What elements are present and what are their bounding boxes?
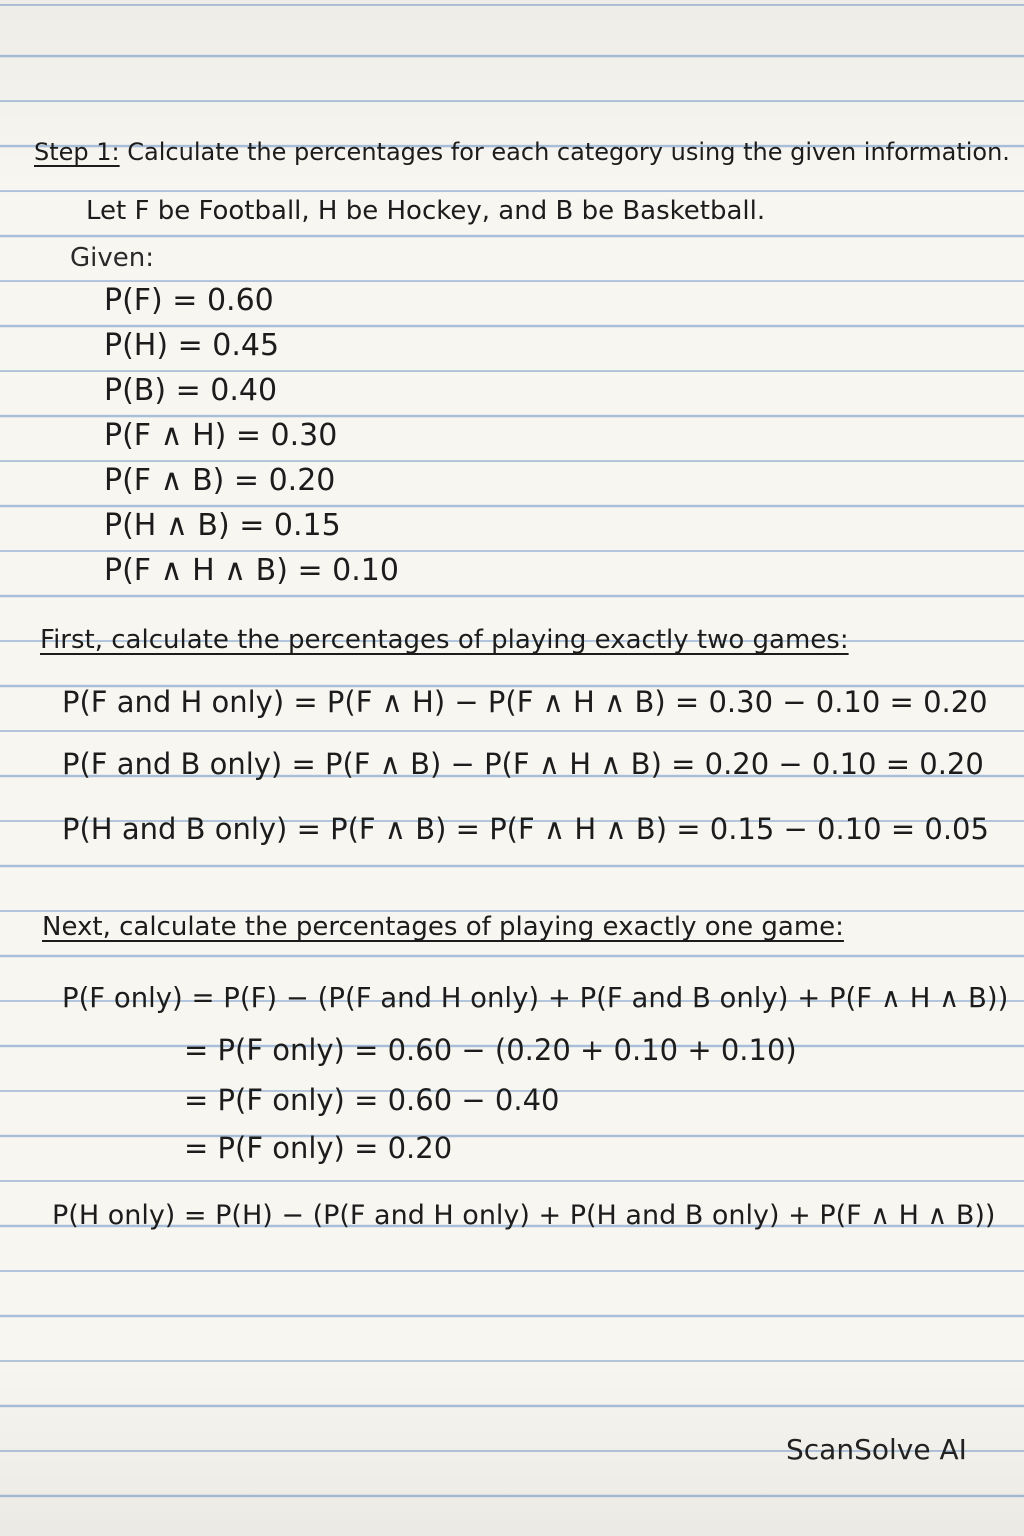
f-only-formula: P(F only) = P(F) − (P(F and H only) + P(F and B only) + P(F ∧ H ∧ B)) [62, 982, 1009, 1014]
f-only-step-2: = P(F only) = 0.60 − 0.40 [184, 1083, 560, 1117]
given-pfb: P(F ∧ B) = 0.20 [104, 463, 336, 498]
given-pfhb: P(F ∧ H ∧ B) = 0.10 [104, 553, 399, 588]
given-pb: P(B) = 0.40 [104, 373, 278, 408]
f-and-h-only: P(F and H only) = P(F ∧ H) − P(F ∧ H ∧ B) = 0.30 − 0.10 = 0.20 [62, 685, 988, 719]
given-pf: P(F) = 0.60 [104, 283, 274, 318]
f-only-step-1: = P(F only) = 0.60 − (0.20 + 0.10 + 0.10) [184, 1033, 797, 1067]
two-games-heading: First, calculate the percentages of playing exactly two games: [40, 625, 849, 655]
given-ph: P(H) = 0.45 [104, 328, 280, 363]
h-only-formula: P(H only) = P(H) − (P(F and H only) + P(H and B only) + P(F ∧ H ∧ B)) [52, 1200, 996, 1231]
given-pfh: P(F ∧ H) = 0.30 [104, 418, 338, 453]
step-1-text: Calculate the percentages for each category using the given information. [127, 138, 1010, 166]
given-phb: P(H ∧ B) = 0.15 [104, 508, 341, 543]
step-1-label: Step 1: [34, 138, 120, 166]
given-label: Given: [70, 243, 154, 273]
h-and-b-only: P(H and B only) = P(F ∧ B) = P(F ∧ H ∧ B) = 0.15 − 0.10 = 0.05 [62, 812, 989, 846]
f-only-result: = P(F only) = 0.20 [184, 1131, 453, 1165]
one-game-heading: Next, calculate the percentages of playing exactly one game: [42, 912, 844, 942]
scansolve-watermark: ScanSolve AI [786, 1433, 967, 1466]
variable-definitions: Let F be Football, H be Hockey, and B be Basketball. [86, 196, 766, 226]
f-and-b-only: P(F and B only) = P(F ∧ B) − P(F ∧ H ∧ B) = 0.20 − 0.10 = 0.20 [62, 747, 984, 781]
step-1-line [34, 140, 1010, 164]
